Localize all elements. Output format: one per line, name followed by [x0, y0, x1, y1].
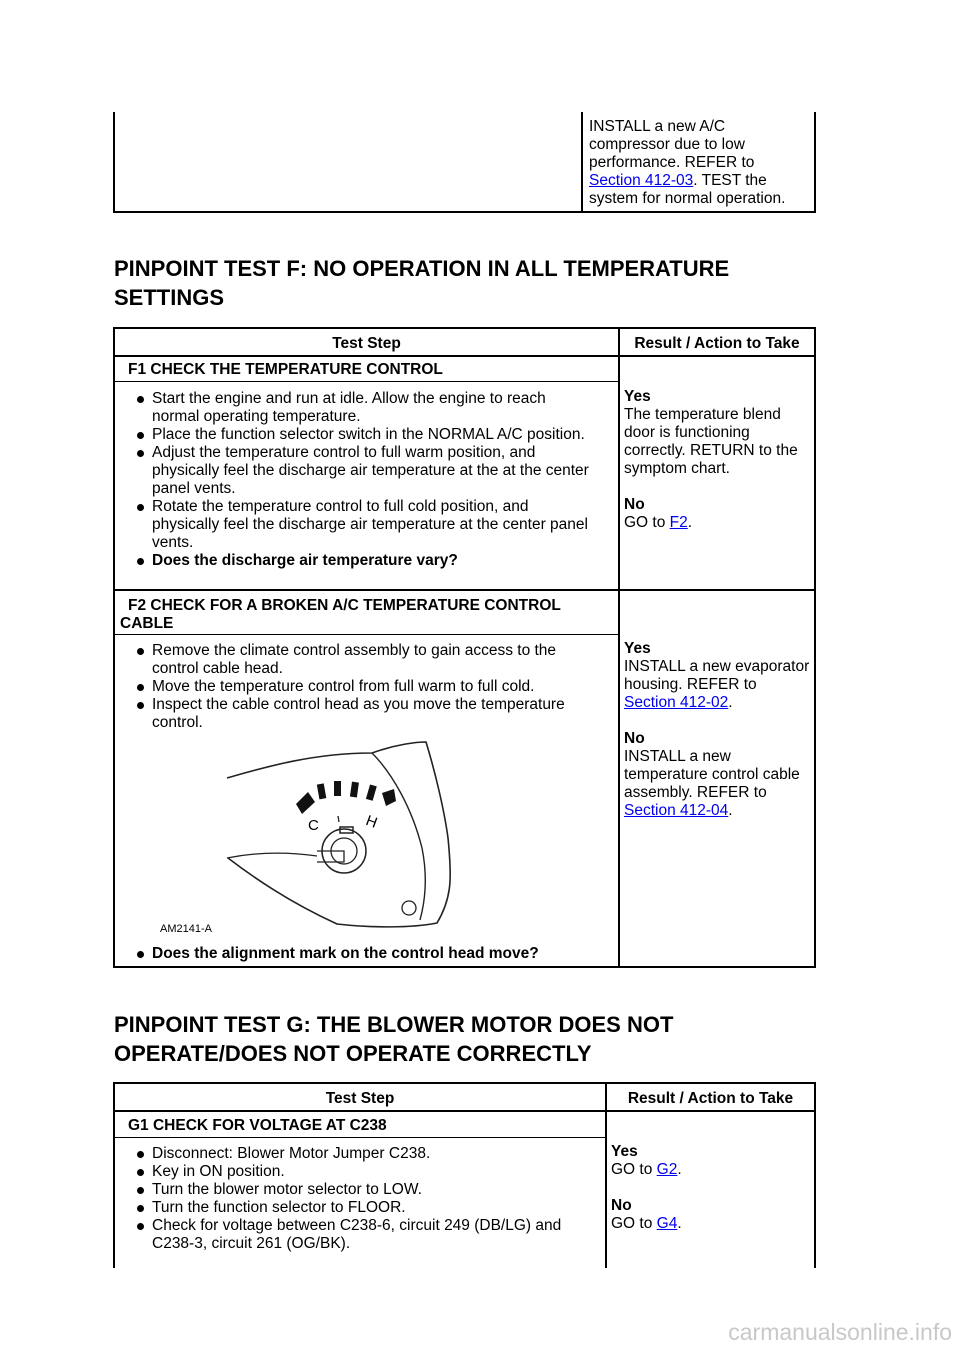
section-412-04-link[interactable]: Section 412-04 [624, 802, 729, 819]
top-result-text: INSTALL a new A/C compressor due to low performance. REFER to [589, 118, 755, 171]
scale-block-icon [366, 784, 377, 800]
f2-yes-after: . [728, 694, 733, 711]
figure-label: AM2141-A [160, 923, 212, 935]
f-col-test-step: Test Step [332, 335, 401, 352]
top-result-cell [589, 118, 809, 208]
mount-hole-icon [402, 901, 416, 915]
g1-yes-after: . [677, 1161, 682, 1178]
f2-result [624, 640, 812, 820]
cold-arrow-icon [296, 792, 315, 814]
table-border-left [113, 112, 115, 213]
f1-yes-text: The temperature blend door is functioning correctly. RETURN to the symptom chart. [624, 406, 798, 477]
f1-title-divider [113, 381, 619, 382]
list-item: Remove the climate control assembly to gain access to the control cable head. [122, 642, 598, 678]
scale-block-icon [350, 782, 359, 798]
f-border-mid [618, 327, 620, 968]
f2-steps-list [122, 642, 598, 732]
table-border-bottom [113, 211, 816, 213]
list-item: Turn the blower motor selector to LOW. [122, 1181, 602, 1199]
g4-link[interactable]: G4 [656, 1215, 678, 1232]
table-border-right [814, 112, 816, 213]
list-item: Rotate the temperature control to full cold position, and physically feel the discharge air temperature at the center panel vents. [122, 498, 592, 552]
f2-question: Does the alignment mark on the control head move? [122, 945, 602, 963]
g1-title-divider [113, 1137, 606, 1138]
scale-block-icon [334, 781, 341, 796]
f-border-top [113, 327, 816, 329]
cold-mark-icon: C [308, 817, 319, 834]
f-row-divider [113, 589, 816, 591]
f-border-left [113, 327, 115, 968]
f-border-bottom [113, 966, 816, 968]
f1-title: F1 CHECK THE TEMPERATURE CONTROL [128, 361, 443, 378]
hot-arrow-icon [382, 789, 396, 806]
list-item: Check for voltage between C238-6, circuit 249 (DB/LG) and C238-3, circuit 261 (OG/BK). [122, 1217, 602, 1253]
top-section-link[interactable]: Section 412-03 [589, 172, 694, 189]
table-border-mid [581, 112, 583, 213]
f2-link[interactable]: F2 [669, 514, 688, 531]
f2-no-text: INSTALL a new temperature control cable assembly. REFER to [624, 748, 800, 801]
hot-mark-icon: H [363, 812, 380, 832]
g2-link[interactable]: G2 [656, 1161, 678, 1178]
f2-no-label: No [624, 730, 645, 747]
g-border-top [113, 1082, 816, 1084]
test-g-heading-line2: OPERATE/DOES NOT OPERATE CORRECTLY [114, 1041, 592, 1066]
g1-result [611, 1143, 811, 1233]
cable-line-icon [227, 853, 317, 858]
g1-no-text: GO to [611, 1215, 653, 1232]
list-item: Key in ON position. [122, 1163, 602, 1181]
g1-yes-label: Yes [611, 1143, 638, 1160]
g-col-result: Result / Action to Take [627, 1090, 794, 1107]
test-g-heading-line1: PINPOINT TEST G: THE BLOWER MOTOR DOES NOT [114, 1012, 674, 1037]
f2-title-line1: F2 CHECK FOR A BROKEN A/C TEMPERATURE CONTROL [128, 597, 561, 614]
f1-result [624, 388, 810, 532]
list-item: Inspect the cable control head as you move the temperature control. [122, 696, 598, 732]
list-item: Adjust the temperature control to full warm position, and physically feel the discharge air temperature at the at the center panel vents. [122, 444, 592, 498]
g-border-header [113, 1110, 816, 1112]
f1-no-after: . [687, 514, 693, 531]
list-item: Turn the function selector to FLOOR. [122, 1199, 602, 1217]
housing-edge-icon [372, 753, 425, 920]
f2-title-divider [113, 634, 619, 635]
test-g-heading [114, 1010, 673, 1068]
f2-yes-label: Yes [624, 640, 651, 657]
g1-yes-text: GO to [611, 1161, 653, 1178]
watermark: carmanualsonline.info [728, 1319, 952, 1345]
g1-steps-list [122, 1145, 602, 1253]
g1-no-label: No [611, 1197, 632, 1214]
f1-yes-label: Yes [624, 388, 651, 405]
f1-steps-list [122, 390, 592, 570]
f2-yes-text: INSTALL a new evaporator housing. REFER to [624, 658, 810, 693]
f2-no-after: . [728, 802, 733, 819]
g-col-test-step: Test Step [325, 1090, 395, 1107]
g1-title: G1 CHECK FOR VOLTAGE AT C238 [128, 1117, 387, 1134]
f1-no-text: GO to [624, 514, 666, 531]
section-412-02-link[interactable]: Section 412-02 [624, 694, 729, 711]
housing-outline-icon [227, 742, 450, 927]
test-f-heading-line2: SETTINGS [114, 285, 225, 310]
f-border-right [814, 327, 816, 968]
f1-question: Does the discharge air temperature vary? [122, 552, 592, 570]
f2-title [120, 597, 610, 633]
f-border-header [113, 355, 816, 357]
f1-no-label: No [624, 496, 645, 513]
list-item: Disconnect: Blower Motor Jumper C238. [122, 1145, 602, 1163]
list-item: Move the temperature control from full warm to full cold. [122, 678, 598, 696]
f2-title-line2: CABLE [120, 615, 174, 632]
f-col-result: Result / Action to Take [634, 335, 800, 352]
list-item: Start the engine and run at idle. Allow the engine to reach normal operating temperature. [122, 390, 592, 426]
tick-mark-icon [338, 816, 339, 822]
control-head-illustration [160, 738, 462, 938]
g1-no-after: . [677, 1215, 682, 1232]
top-result-after: . TEST the system for normal operation. [589, 172, 786, 207]
test-f-heading-line1: PINPOINT TEST F: NO OPERATION IN ALL TEMPERATURE [114, 256, 730, 281]
test-f-heading [114, 254, 729, 312]
list-item: Place the function selector switch in the NORMAL A/C position. [122, 426, 592, 444]
scale-block-icon [317, 783, 326, 799]
f2-question-list [122, 945, 602, 963]
